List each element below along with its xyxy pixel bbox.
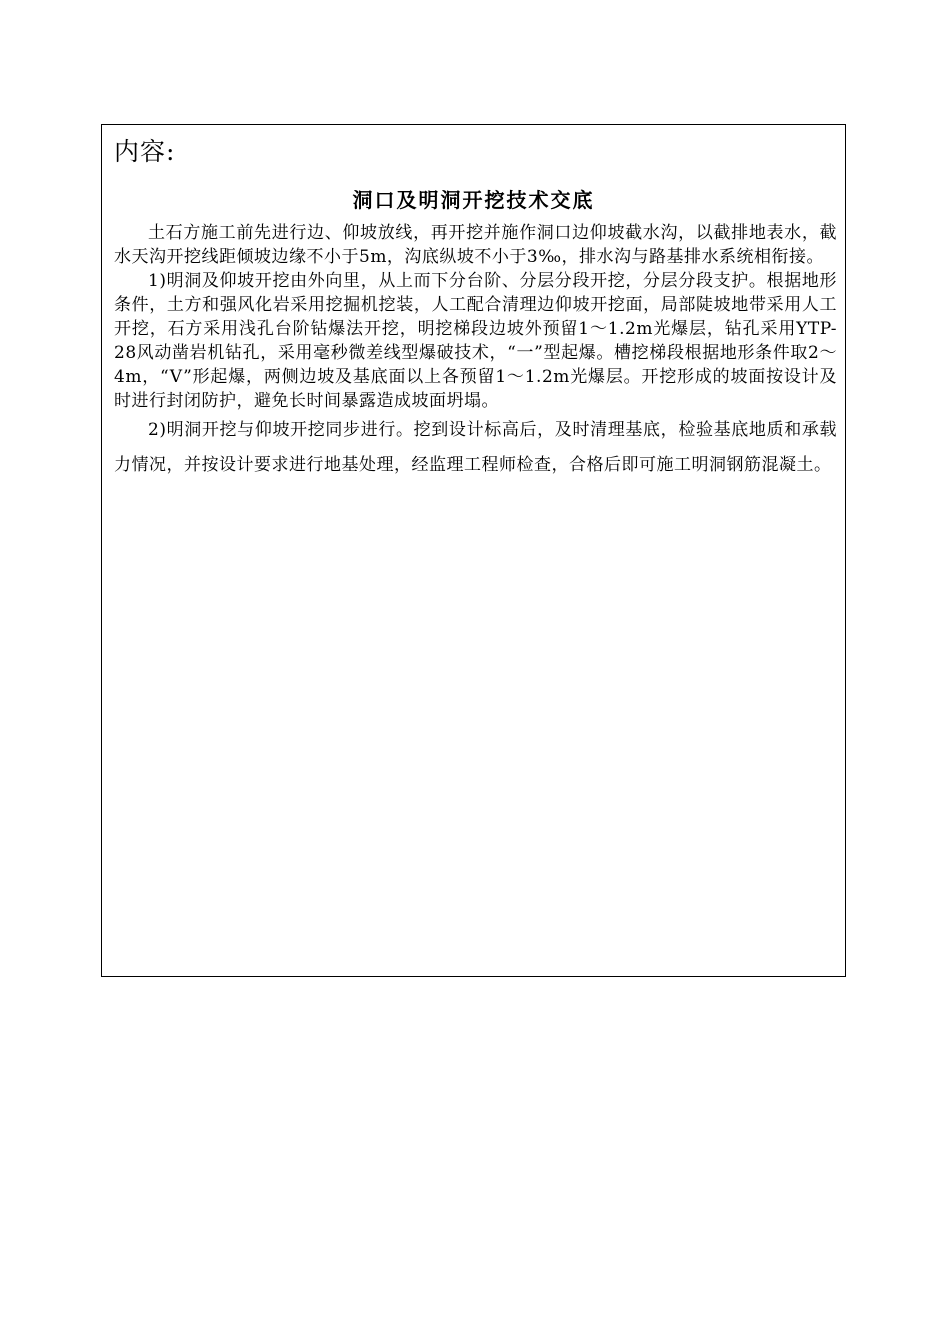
document-body: [114, 221, 837, 483]
paragraph-step-1: 1)明洞及仰坡开挖由外向里，从上而下分台阶、分层分段开挖，分层分段支护。根据地形条件，土方和强风化岩采用挖掘机挖装，人工配合清理边仰坡开挖面，局部陡坡地带采用人工开挖，石方采用浅孔台阶钻爆法开挖，明挖梯段边坡外预留1～1.2m光爆层，钻孔采用YTP-28风动凿岩机钻孔，采用毫秒微差线型爆破技术，“一”型起爆。槽挖梯段根据地形条件取2～4m，“V”形起爆，两侧边坡及基底面以上各预留1～1.2m光爆层。开挖形成的坡面按设计及时进行封闭防护，避免长时间暴露造成坡面坍塌。: [114, 271, 837, 411]
paragraph-intro: 土石方施工前先进行边、仰坡放线，再开挖并施作洞口边仰坡截水沟，以截排地表水，截水天沟开挖线距倾坡边缘不小于5m，沟底纵坡不小于3‰，排水沟与路基排水系统相衔接。: [114, 223, 837, 267]
document-title: 洞口及明洞开挖技术交底: [352, 188, 595, 212]
content-label: 内容:: [114, 137, 176, 166]
content-box: [101, 124, 846, 977]
paragraph-step-2: 2)明洞开挖与仰坡开挖同步进行。挖到设计标高后，及时清理基底，检验基底地质和承载力情况，并按设计要求进行地基处理，经监理工程师检查，合格后即可施工明洞钢筋混凝土。: [114, 420, 837, 475]
